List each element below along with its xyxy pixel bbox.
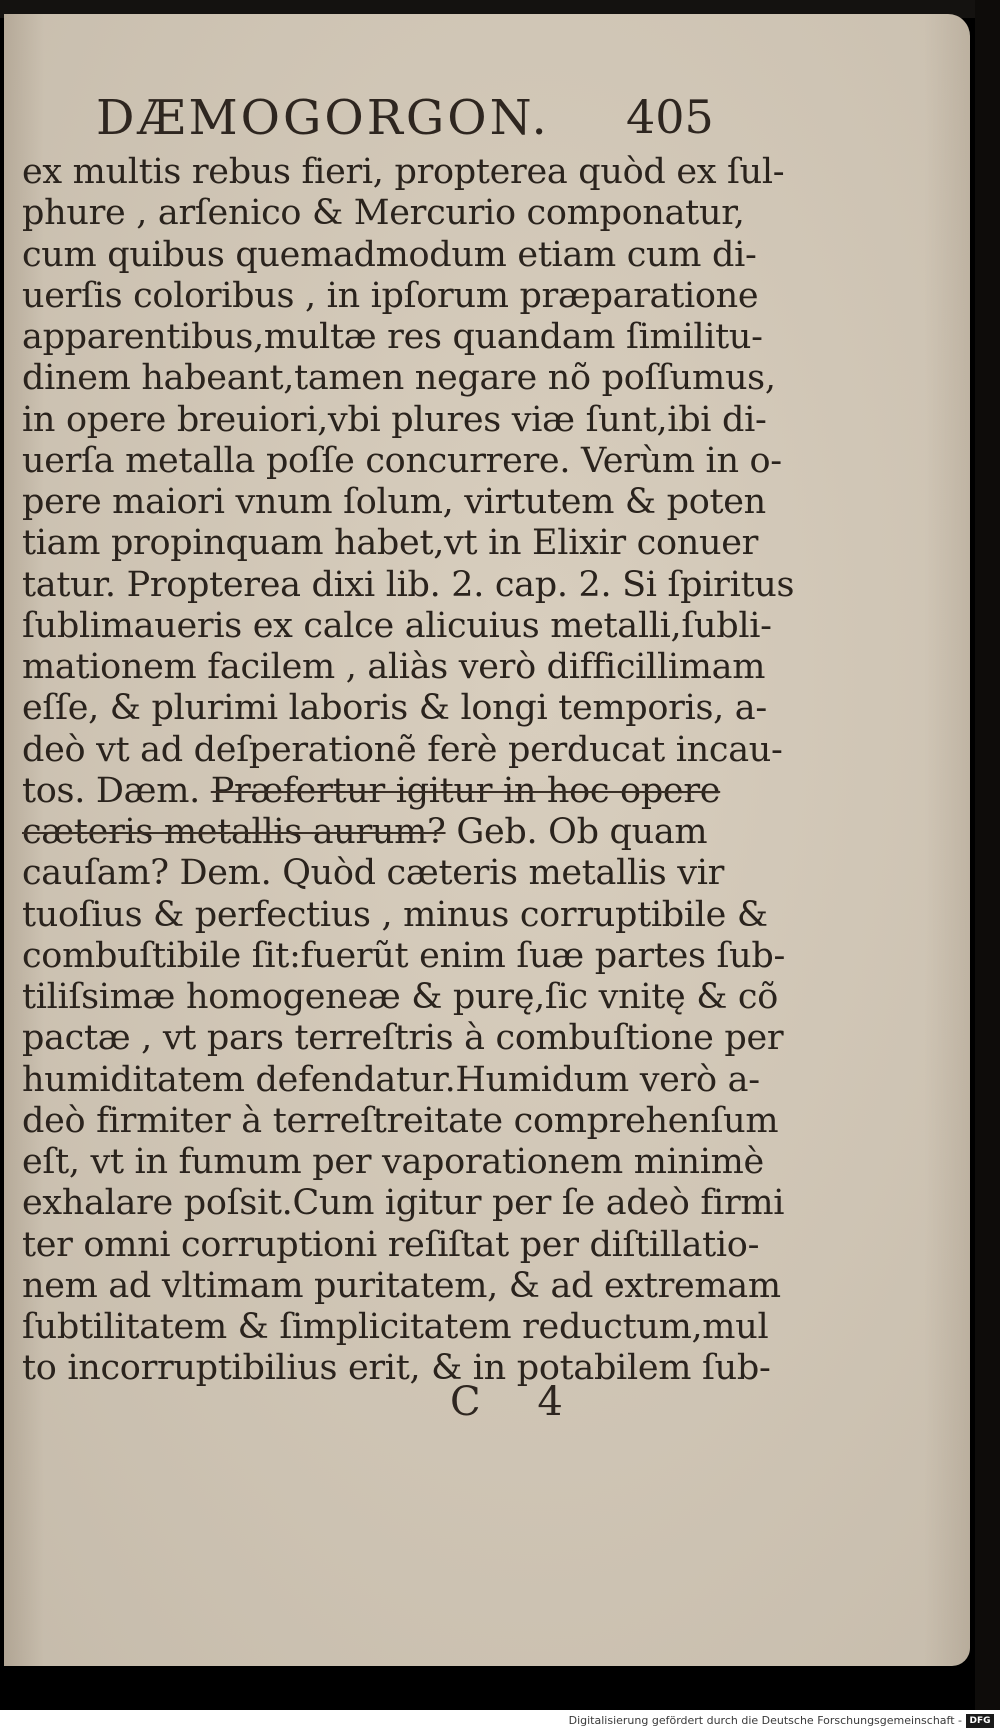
text-line: deò firmiter à terreſtreitate comprehenſum: [22, 1100, 779, 1141]
text-line: combuſtibile ſit:fuerũt enim ſuæ partes ſub-: [22, 935, 786, 976]
text-line: pere maiori vnum ſolum, virtutem & poten: [22, 482, 766, 522]
text-line: pactæ , vt pars terreſtris à combuſtione per: [22, 1018, 784, 1059]
page-number: 405: [626, 90, 714, 144]
text-line: ſubtilitatem & ſimplicitatem reductum,mul: [22, 1307, 769, 1347]
text-line: eſt, vt in fumum per vaporationem minimè: [22, 1142, 764, 1182]
text-line: cum quibus quemadmodum etiam cum di-: [22, 234, 757, 275]
text-line: tuoſius & perfectius , minus corruptibile &: [22, 894, 768, 935]
text-line: phure , arſenico & Mercurio componatur,: [22, 193, 745, 234]
text-line: [22, 812, 712, 853]
text-line: in opere breuiori,vbi plures viæ ſunt,ibi di-: [22, 399, 767, 440]
dfg-logo: DFG: [966, 1714, 994, 1728]
text-line: dinem habeant,tamen negare nõ poſſumus,: [22, 358, 776, 399]
text-line: tatur. Propterea dixi lib. 2. cap. 2. Si ſpiritus: [22, 564, 795, 605]
funding-credit: Digitalisierung gefördert durch die Deutsche Forschungsgemeinschaft -: [568, 1714, 962, 1727]
text-line: apparentibus,multæ res quandam ſimilitu-: [22, 317, 763, 357]
signature-mark: C 4: [450, 1379, 585, 1425]
text-line: ex multis rebus fieri, propterea quòd ex ſul-: [22, 152, 785, 192]
text-line: ſublimaueris ex calce alicuius metalli,ſubli-: [22, 605, 772, 646]
running-head: [96, 90, 716, 154]
text-line: uerſa metalla poſſe concurrere. Verùm in o-: [22, 440, 782, 481]
book-page: [4, 14, 970, 1666]
text-line: humiditatem defendatur.Humidum verò a-: [22, 1059, 760, 1100]
text-segment: Geb. Ob quam: [445, 812, 708, 852]
body-text: [22, 152, 795, 1390]
text-line: to incorruptibilius erit, & in potabilem ſub-: [22, 1348, 771, 1389]
text-line: ter omni corruptioni reſiſtat per diſtillatio-: [22, 1224, 760, 1265]
text-line: cauſam? Dem. Quòd cæteris metallis vir: [22, 853, 725, 894]
text-line: deò vt ad deſperationẽ ferè perducat incau-: [22, 729, 783, 770]
underlined-phrase: cæteris metallis aurum?: [22, 812, 446, 852]
text-segment: tos. Dæm.: [22, 770, 211, 811]
text-line: mationem facilem , aliàs verò difficillimam: [22, 647, 766, 687]
right-background-strip: [975, 0, 1000, 1732]
text-line: uerſis coloribus , in ipſorum præparatione: [22, 275, 759, 316]
text-line: eſſe, & plurimi laboris & longi temporis, a-: [22, 688, 767, 729]
text-line: tiam propinquam habet,vt in Elixir conuer: [22, 523, 759, 564]
text-line: exhalare poſsit.Cum igitur per ſe adeò firmi: [22, 1183, 785, 1224]
text-line: nem ad vltimam puritatem, & ad extremam: [22, 1265, 781, 1306]
text-line: [22, 770, 721, 812]
text-line: tiliſsimæ homogeneæ & purę,ſic vnitę & cõ: [22, 977, 778, 1017]
underlined-phrase: Præfertur igitur in hoc opere: [210, 770, 721, 811]
running-head-title: DÆMOGORGON.: [96, 90, 550, 146]
